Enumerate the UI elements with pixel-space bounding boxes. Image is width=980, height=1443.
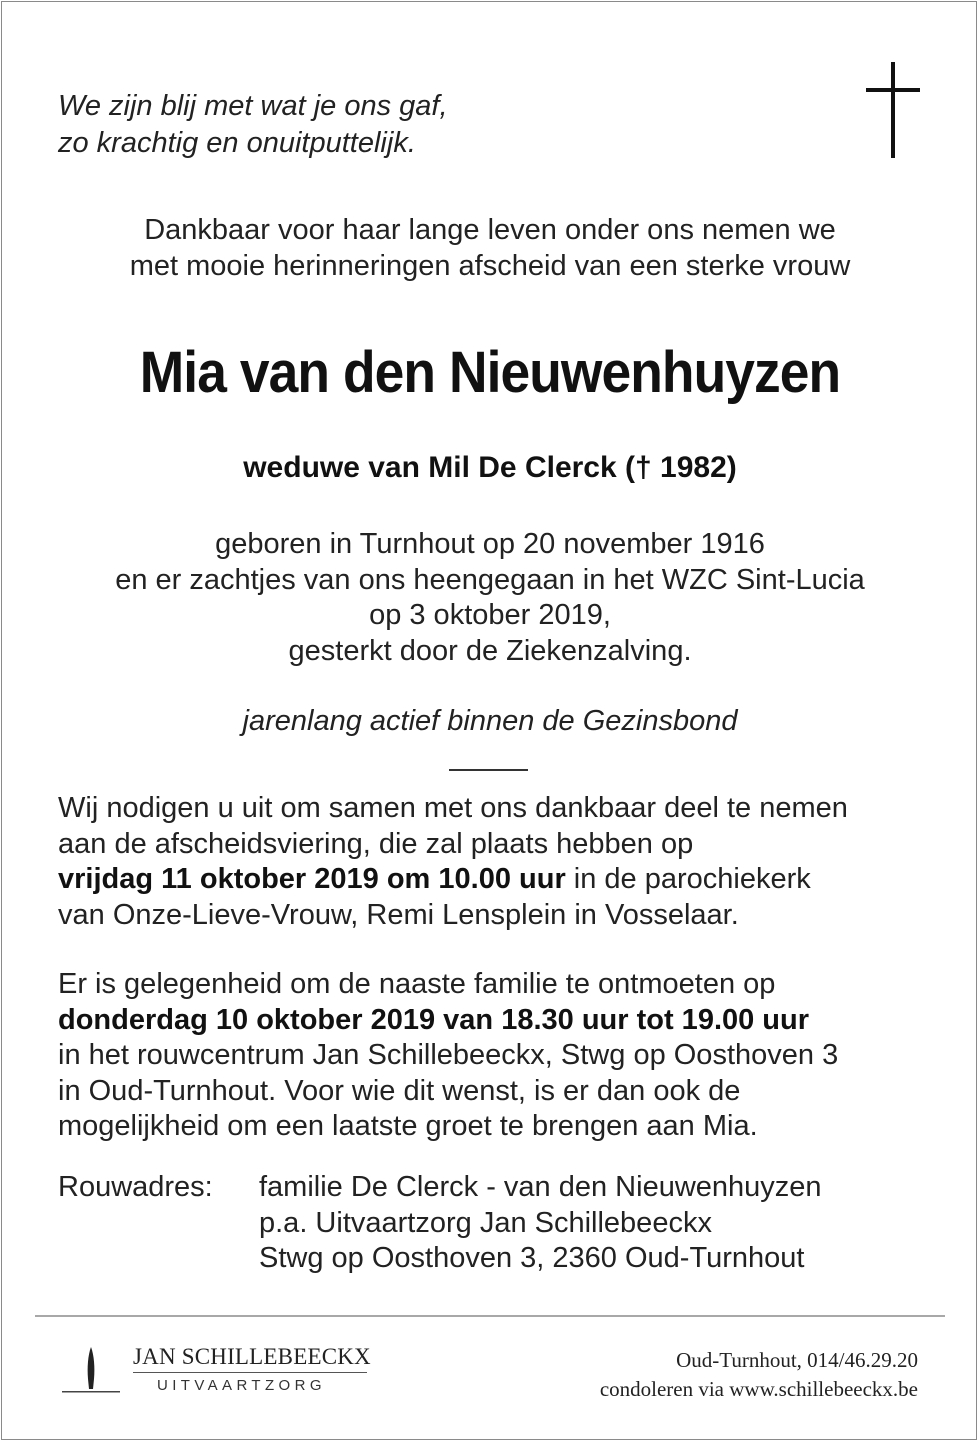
logo-subtitle: UITVAARTZORG [157,1377,326,1394]
intro-text [0,212,980,284]
address-line-2: p.a. Uitvaartzorg Jan Schillebeeckx [259,1206,712,1239]
ceremony-line-1: Wij nodigen u uit om samen met ons dankbaar deel te nemen [58,792,848,824]
contact-website[interactable]: condoleren via www.schillebeeckx.be [599,1377,918,1401]
ceremony-line-3 [58,862,928,898]
widow-of: weduwe van Mil De Clerck († 1982) [243,451,737,484]
contact-phone: Oud-Turnhout, 014/46.29.20 [676,1348,918,1372]
ceremony-line-2: aan de afscheidsviering, die zal plaats hebben op [58,827,694,860]
ceremony-paragraph [58,791,928,933]
ceremony-line-4: van Onze-Lieve-Vrouw, Remi Lensplein in Vosselaar. [58,898,739,931]
intro-line-1: Dankbaar voor haar lange leven onder ons nemen we [144,214,836,246]
address-lines [259,1170,822,1277]
footer-contact [600,1346,918,1404]
logo-company-name: JAN SCHILLEBEECKX [133,1344,371,1369]
life-line-1: geboren in Turnhout op 20 november 1916 [215,528,765,560]
logo-underline [133,1372,367,1373]
visitation-date: donderdag 10 oktober 2019 van 18.30 uur tot 19.00 uur [58,1003,810,1036]
footer-divider [35,1315,945,1317]
visitation-paragraph [58,967,928,1145]
visitation-line-4: in Oud-Turnhout. Voor wie dit wenst, is er dan ook de [58,1074,741,1107]
quote-line-2: zo krachtig en onuitputtelijk. [58,127,416,159]
activity-note: jarenlang actief binnen de Gezinsbond [242,705,738,737]
intro-line-2: met mooie herinneringen afscheid van een sterke vrouw [129,250,851,282]
ceremony-date: vrijdag 11 oktober 2019 om 10.00 uur [58,863,566,895]
life-line-3: op 3 oktober 2019, [369,599,611,631]
short-divider [449,769,528,771]
visitation-line-5: mogelijkheid om een laatste groet te brengen aan Mia. [58,1110,758,1142]
address-label: Rouwadres: [58,1171,213,1203]
ceremony-line-3-rest: in de parochiekerk [565,863,811,895]
life-line-4: gesterkt door de Ziekenzalving. [288,634,692,667]
cross-icon [866,62,920,158]
quote-line-1: We zijn blij met wat je ons gaf, [58,90,448,122]
visitation-line-1: Er is gelegenheid om de naaste familie te ontmoeten op [58,968,776,1000]
life-details [0,527,980,669]
address-line-1: familie De Clerck - van den Nieuwenhuyzen [259,1171,822,1203]
address-line-3: Stwg op Oosthoven 3, 2360 Oud-Turnhout [259,1242,805,1274]
opening-quote [58,88,448,162]
cypress-tree-icon [62,1345,120,1397]
deceased-name: Mia van den Nieuwenhuyzen [139,340,841,405]
visitation-line-3: in het rouwcentrum Jan Schillebeeckx, Stwg op Oosthoven 3 [58,1039,839,1071]
life-line-2: en er zachtjes van ons heengegaan in het WZC Sint-Lucia [115,563,865,596]
